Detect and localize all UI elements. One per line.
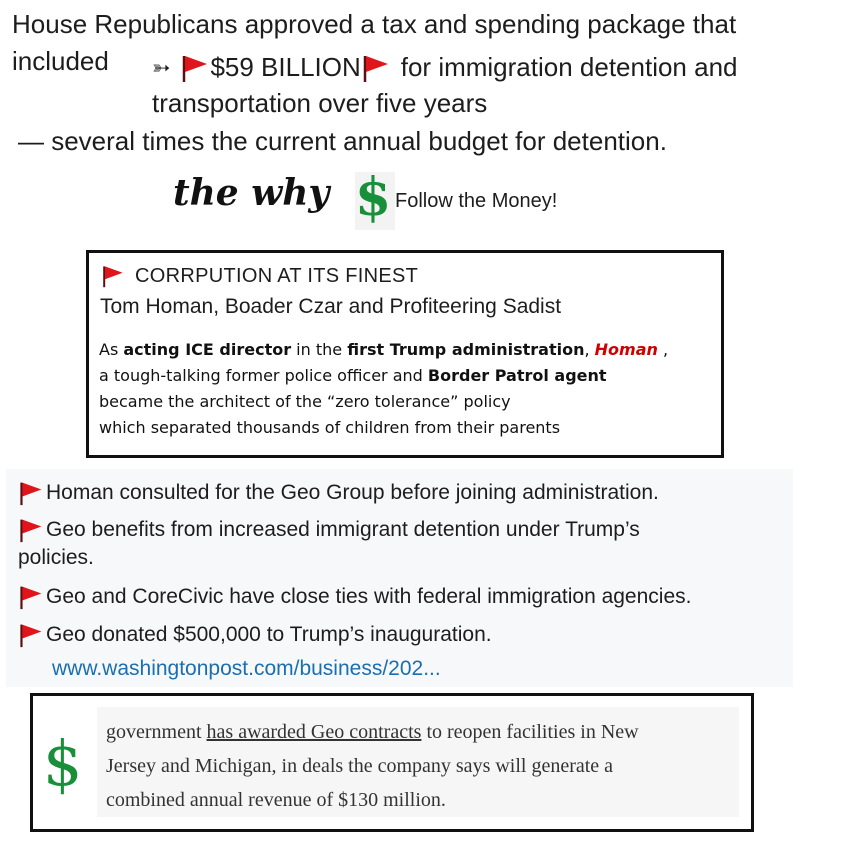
corruption-subheading: Tom Homan, Boader Czar and Profiteering Sadist [100,295,562,318]
text-bold: first Trump administration [347,340,585,359]
corruption-body-line-3: became the architect of the “zero tolerance” policy [99,392,511,411]
follow-the-money-text: Follow the Money! [395,190,558,212]
dollar-sign-icon: $ [355,167,392,228]
quote-line-1 [106,715,736,749]
corruption-body [99,337,668,441]
fact-text: Geo benefits from increased immigrant detention under Trump’s [46,518,640,541]
text-bold: acting ICE director [123,340,292,359]
text: , [584,340,595,359]
text: in the [291,340,348,359]
the-why-title: the why [173,172,330,214]
homan-highlight: Homan [594,340,658,359]
corruption-heading-text: CORRPUTION AT ITS FINEST [135,264,419,287]
text: , [657,340,669,359]
corruption-heading [101,264,418,288]
headline-line-2: included [12,46,109,76]
fact-text: Geo and CoreCivic have close ties with federal immigration agencies. [46,585,692,608]
headline-line-3: transportation over five years [152,88,488,118]
dollar-sign-icon: $ [43,727,83,800]
washington-post-link[interactable]: www.washingtonpost.com/business/202... [52,657,441,680]
corruption-body-line-2 [99,363,668,389]
fact-item [18,517,640,543]
headline-line-1: House Republicans approved a tax and spending package that [12,9,737,39]
red-flag-icon [18,584,44,610]
fact-text: Geo donated $500,000 to Trump’s inauguration. [46,623,492,646]
corruption-body-line-1 [99,337,668,363]
text: government [106,721,207,743]
text: As [99,340,124,359]
red-flag-icon [361,53,391,83]
arrow-icon: ➳ [152,54,171,80]
underlined-text: has awarded Geo contracts [206,721,422,743]
fact-item [18,480,659,506]
headline-line-4: — several times the current annual budget for detention. [18,126,667,156]
quote-line-3: combined annual revenue of $130 million. [106,789,446,811]
quote-text [106,715,736,817]
fact-text-continued: policies. [18,546,94,569]
red-flag-icon [101,264,125,288]
headline-amount-line [152,52,738,83]
corruption-body-line-4: which separated thousands of children from their parents [99,418,561,437]
text-bold: Border Patrol agent [427,366,607,385]
text: to reopen facilities in New [421,721,639,743]
headline-line-2-tail: for immigration detention and [400,52,738,82]
red-flag-icon [18,622,44,648]
text: a tough-talking former police officer and [99,366,428,385]
red-flag-icon [18,480,44,506]
fact-item [18,584,691,610]
red-flag-icon [180,53,210,83]
fact-text: Homan consulted for the Geo Group before joining administration. [46,481,659,504]
fact-item [18,622,492,648]
amount-text: $59 BILLION [210,52,361,82]
quote-line-2: Jersey and Michigan, in deals the company says will generate a [106,755,614,777]
red-flag-icon [18,517,44,543]
